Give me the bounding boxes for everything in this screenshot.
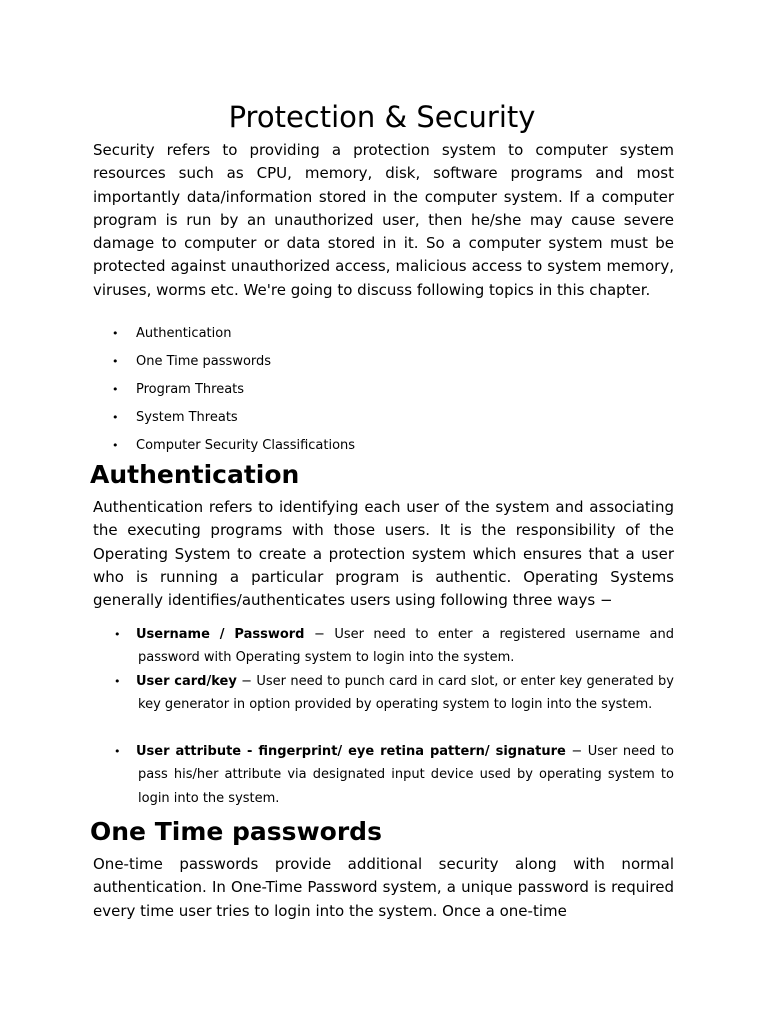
bullet-icon: • [112, 439, 119, 452]
bullet-icon: • [114, 675, 121, 688]
method-lead: User card/key [136, 674, 237, 689]
page-title: Protection & Security [228, 100, 536, 134]
list-item [0, 740, 700, 810]
list-item [0, 623, 700, 670]
bullet-icon: • [112, 327, 119, 340]
method-text [138, 740, 674, 810]
bullet-icon: • [114, 745, 121, 758]
topic-label: Computer Security Classifications [136, 438, 356, 453]
authentication-methods-list [0, 623, 700, 810]
intro-paragraph: Security refers to providing a protection system to computer system resources such as CPU, memory, disk, software programs and most importantly data/information stored in the computer system. If a computer program is run by an unauthorized user, then he/she may cause severe damage to computer or data stored in it. So a computer system must be protected against unauthorized access, malicious access to system memory, viruses, worms etc. We're going to discuss following topics in this chapter. [93, 141, 674, 299]
otp-paragraph: One-time passwords provide additional security along with normal authentication. In One-Time Password system, a unique password is required every time user tries to login into the system. Once a one-time [93, 855, 674, 920]
method-description: − User need to pass his/her attribute via designated input device used by operating system to login into the system. [138, 744, 674, 806]
method-lead: Username / Password [136, 627, 305, 642]
bullet-icon: • [112, 355, 119, 368]
topic-label: System Threats [136, 410, 238, 425]
list-item [0, 321, 700, 349]
otp-heading: One Time passwords [90, 817, 382, 846]
topic-label: Program Threats [136, 382, 245, 397]
topic-label: Authentication [136, 326, 232, 341]
list-item [0, 405, 700, 433]
bullet-icon: • [112, 411, 119, 424]
method-text [138, 670, 674, 717]
method-lead: User attribute - fingerprint/ eye retina pattern/ signature [136, 744, 566, 759]
method-description: − User need to enter a registered username and password with Operating system to login into the system. [138, 627, 674, 666]
list-item [0, 349, 700, 377]
topic-label: One Time passwords [136, 354, 272, 369]
bullet-icon: • [114, 628, 121, 641]
topics-list [0, 321, 700, 461]
list-item [0, 377, 700, 405]
method-description: − User need to punch card in card slot, or enter key generated by key generator in option provided by operating system to login into the system. [138, 674, 674, 713]
list-item [0, 670, 700, 740]
authentication-heading: Authentication [90, 460, 300, 489]
bullet-icon: • [112, 383, 119, 396]
list-item [0, 433, 700, 461]
authentication-paragraph: Authentication refers to identifying each user of the system and associating the executing programs with those users. It is the responsibility of the Operating System to create a protection system which ensures that a user who is running a particular program is authentic. Operating Systems generally identifies/authenticates users using following three ways − [93, 498, 674, 610]
method-text [138, 623, 674, 670]
